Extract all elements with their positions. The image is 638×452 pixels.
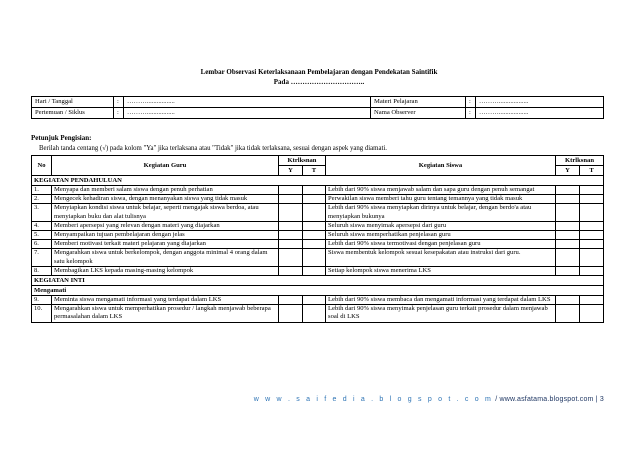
section-row (32, 176, 604, 186)
row-number: 1. (32, 186, 52, 195)
check-tidak-cell[interactable] (303, 266, 326, 275)
check-ya-cell[interactable] (556, 305, 580, 322)
kegiatan-siswa-cell: Seluruh siswa menyimak apersepsi dari guru (326, 221, 556, 230)
check-tidak-cell[interactable] (580, 240, 604, 249)
check-tidak-cell[interactable] (303, 296, 326, 305)
info-table (31, 96, 604, 119)
info-value[interactable]: ……….................. (476, 97, 604, 108)
page-footer (254, 396, 604, 403)
section-title: KEGIATAN PENDAHULUAN (32, 176, 604, 186)
kegiatan-guru-cell: Mengecek kehadiran siswa, dengan menanyakan siswa yang tidak masuk (52, 195, 279, 204)
kegiatan-guru-cell: Memberi motivasi terkait materi pelajaran yang diajarkan (52, 240, 279, 249)
check-tidak-cell[interactable] (580, 195, 604, 204)
check-tidak-cell[interactable] (303, 249, 326, 266)
kegiatan-guru-cell: Menyampaikan tujuan pembelajaran dengan jelas (52, 231, 279, 240)
kegiatan-siswa-cell: Lebih dari 90% siswa membaca dan mengamati informasi yang terdapat dalam LKS (326, 296, 556, 305)
table-row (32, 249, 604, 266)
title-line-1: Lembar Observasi Keterlaksanaan Pembelajaran dengan Pendekatan Saintifik (200, 68, 438, 76)
check-tidak-cell[interactable] (303, 204, 326, 221)
check-ya-cell[interactable] (556, 195, 580, 204)
kegiatan-siswa-cell: Lebih dari 90% siswa menyiapkan dirinya untuk belajar, dengan berdo'a atau menyiapkan bukunya (326, 204, 556, 221)
kegiatan-siswa-cell: Seluruh siswa memperhatikan penjelasan guru (326, 231, 556, 240)
kegiatan-guru-cell: Membagikan LKS kepada masing-masing kelompok (52, 266, 279, 275)
row-number: 4. (32, 221, 52, 230)
check-ya-cell[interactable] (279, 195, 303, 204)
title-line-2: Pada ………………………….. (273, 78, 365, 86)
check-ya-cell[interactable] (279, 296, 303, 305)
footer-site-link-2[interactable]: www.asfatama.blogspot.com (499, 396, 594, 403)
row-number: 5. (32, 231, 52, 240)
subsection-title: Mengamati (32, 286, 604, 296)
header-tidak: T (303, 166, 326, 176)
check-tidak-cell[interactable] (303, 186, 326, 195)
info-value[interactable]: ………................. (124, 97, 371, 108)
check-ya-cell[interactable] (279, 221, 303, 230)
check-tidak-cell[interactable] (580, 266, 604, 275)
row-number: 2. (32, 195, 52, 204)
row-number: 3. (32, 204, 52, 221)
check-ya-cell[interactable] (556, 249, 580, 266)
info-colon: : (466, 97, 476, 108)
check-tidak-cell[interactable] (580, 221, 604, 230)
kegiatan-siswa-cell: Lebih dari 90% siswa termotivasi dengan penjelasan guru (326, 240, 556, 249)
check-ya-cell[interactable] (556, 221, 580, 230)
kegiatan-siswa-cell: Siswa membentuk kelompok sesuai kesepakatan atau instruksi dari guru. (326, 249, 556, 266)
kegiatan-guru-cell: Menyapa dan memberi salam siswa dengan penuh perhatian (52, 186, 279, 195)
section-title: KEGIATAN INTI (32, 276, 604, 286)
check-ya-cell[interactable] (556, 296, 580, 305)
observation-table (31, 155, 604, 323)
info-colon: : (114, 108, 124, 119)
footer-separator: / (493, 396, 500, 403)
check-tidak-cell[interactable] (580, 231, 604, 240)
table-row (32, 266, 604, 275)
check-tidak-cell[interactable] (303, 221, 326, 230)
row-number: 6. (32, 240, 52, 249)
header-row (32, 156, 604, 166)
check-ya-cell[interactable] (279, 204, 303, 221)
check-ya-cell[interactable] (279, 231, 303, 240)
instructions-heading: Petunjuk Pengisian: (31, 134, 92, 142)
info-label: Pertemuan / Siklus (32, 108, 114, 119)
kegiatan-guru-cell: Mengarahkan siswa untuk memperhatikan prosedur / langkah menjawab beberapa permasalahan dalam LKS (52, 305, 279, 322)
check-ya-cell[interactable] (556, 266, 580, 275)
check-ya-cell[interactable] (279, 240, 303, 249)
kegiatan-guru-cell: Meminta siswa mengamati informasi yang terdapat dalam LKS (52, 296, 279, 305)
kegiatan-guru-cell: Memberi apersepsi yang relevan dengan materi yang diajarkan (52, 221, 279, 230)
table-row (32, 305, 604, 322)
check-ya-cell[interactable] (279, 249, 303, 266)
instructions-text: Berilah tanda centang (√) pada kolom "Ya" jika terlaksana atau "Tidak" jika tidak terlaksana, sesuai dengan aspek yang diamati. (39, 145, 387, 152)
check-tidak-cell[interactable] (303, 305, 326, 322)
header-ya: Y (279, 166, 303, 176)
check-ya-cell[interactable] (556, 186, 580, 195)
kegiatan-siswa-cell: Lebih dari 90% siswa menyimak penjelasan guru terkait prosedur dalam menjawab soal di LKS (326, 305, 556, 322)
table-row (32, 240, 604, 249)
header-kegiatan-siswa: Kegiatan Siswa (326, 156, 556, 176)
document-title (0, 67, 638, 87)
table-row (32, 186, 604, 195)
check-tidak-cell[interactable] (580, 249, 604, 266)
info-colon: : (466, 108, 476, 119)
check-tidak-cell[interactable] (580, 305, 604, 322)
check-ya-cell[interactable] (556, 231, 580, 240)
check-tidak-cell[interactable] (580, 204, 604, 221)
info-label: Nama Observer (371, 108, 466, 119)
table-row (32, 231, 604, 240)
footer-page-number: | 3 (593, 396, 604, 403)
info-row (32, 97, 604, 108)
kegiatan-siswa-cell: Lebih dari 90% siswa menjawab salam dan sapa guru dengan penuh semangat (326, 186, 556, 195)
info-row (32, 108, 604, 119)
row-number: 8. (32, 266, 52, 275)
table-row (32, 221, 604, 230)
kegiatan-guru-cell: Menyiapkan kondisi siswa untuk belajar, seperti mengajak siswa berdoa, atau menyiapkan buku dan alat tulisnya (52, 204, 279, 221)
header-no: No (32, 156, 52, 176)
info-label: Hari / Tanggal (32, 97, 114, 108)
check-ya-cell[interactable] (279, 186, 303, 195)
check-tidak-cell[interactable] (303, 195, 326, 204)
row-number: 9. (32, 296, 52, 305)
check-tidak-cell[interactable] (580, 186, 604, 195)
kegiatan-guru-cell: Mengarahkan siswa untuk berkelompok, dengan anggota minimal 4 orang dalam satu kelompok (52, 249, 279, 266)
check-tidak-cell[interactable] (580, 296, 604, 305)
check-ya-cell[interactable] (279, 266, 303, 275)
table-row (32, 204, 604, 221)
header-ya: Y (556, 166, 580, 176)
row-number: 10. (32, 305, 52, 322)
check-ya-cell[interactable] (279, 305, 303, 322)
section-row (32, 276, 604, 286)
kegiatan-siswa-cell: Setiap kelompok siswa menerima LKS (326, 266, 556, 275)
info-value[interactable]: ……….................. (476, 108, 604, 119)
header-keterlaksanaan-guru: Ktrlksnan (279, 156, 326, 166)
subsection-row (32, 286, 604, 296)
kegiatan-siswa-cell: Perwakilan siswa memberi tahu guru tentang temannya yang tidak masuk (326, 195, 556, 204)
footer-site-link[interactable]: w w w . s a i f e d i a . b l o g s p o t . c o m (253, 396, 494, 403)
info-colon: : (114, 97, 124, 108)
check-ya-cell[interactable] (556, 240, 580, 249)
header-tidak: T (580, 166, 604, 176)
check-ya-cell[interactable] (556, 204, 580, 221)
header-keterlaksanaan-siswa: Ktrlksnan (556, 156, 604, 166)
check-tidak-cell[interactable] (303, 240, 326, 249)
row-number: 7. (32, 249, 52, 266)
check-tidak-cell[interactable] (303, 231, 326, 240)
info-label: Materi Pelajaran (371, 97, 466, 108)
table-row (32, 296, 604, 305)
info-value[interactable]: ………................. (124, 108, 371, 119)
header-kegiatan-guru: Kegiatan Guru (52, 156, 279, 176)
table-row (32, 195, 604, 204)
